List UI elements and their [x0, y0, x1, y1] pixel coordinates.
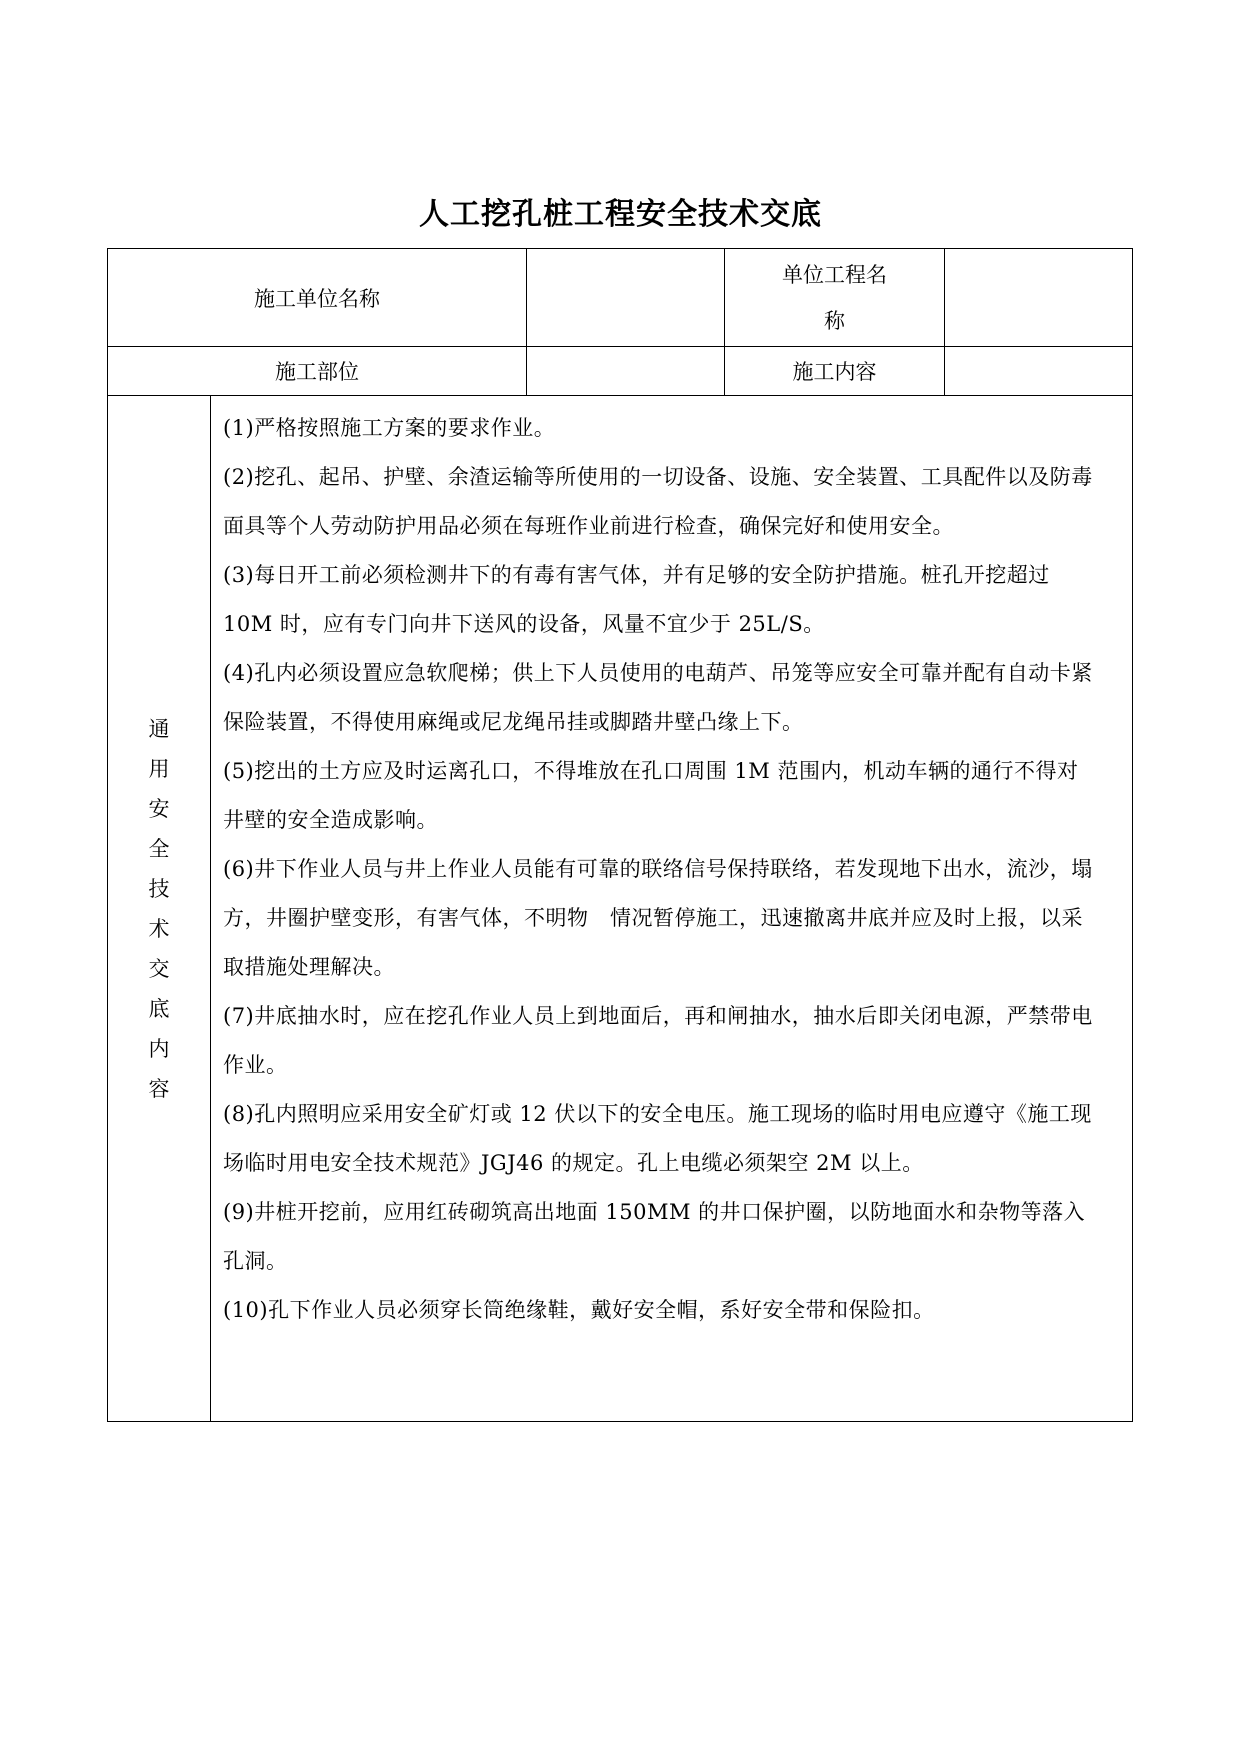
list-item: (2)挖孔、起吊、护壁、余渣运输等所使用的一切设备、设施、安全装置、工具配件以及防毒面具等个人劳动防护用品必须在每班作业前进行检查，确保完好和使用安全。: [223, 465, 1093, 538]
project-name-value[interactable]: [945, 249, 1133, 347]
list-item: (9)井桩开挖前，应用红砖砌筑高出地面 150MM 的井口保护圈，以防地面水和杂物等落入孔洞。: [223, 1200, 1086, 1273]
section-label: [108, 396, 211, 1422]
section-label-char: 容: [148, 1076, 170, 1101]
content-value[interactable]: [945, 347, 1133, 396]
section-label-char: 用: [148, 756, 170, 781]
list-item: (1)严格按照施工方案的要求作业。: [223, 416, 556, 440]
safety-briefing-table: [107, 248, 1133, 1422]
list-item: (4)孔内必须设置应急软爬梯；供上下人员使用的电葫芦、吊笼等应安全可靠并配有自动卡紧保险装置，不得使用麻绳或尼龙绳吊挂或脚踏井壁凸缘上下。: [223, 661, 1093, 734]
list-item: (5)挖出的土方应及时运离孔口，不得堆放在孔口周围 1M 范围内，机动车辆的通行不得对井壁的安全造成影响。: [223, 759, 1079, 832]
list-item: (10)孔下作业人员必须穿长筒绝缘鞋，戴好安全帽，系好安全带和保险扣。: [223, 1298, 935, 1322]
list-item: (8)孔内照明应采用安全矿灯或 12 伏以下的安全电压。施工现场的临时用电应遵守《施工现场临时用电安全技术规范》JGJ46 的规定。孔上电缆必须架空 2M 以上。: [223, 1102, 1092, 1175]
section-label-char: 通: [148, 716, 170, 741]
project-name-label-line1: 单位工程名: [782, 262, 887, 287]
section-label-char: 术: [148, 916, 170, 941]
table-row: [108, 347, 1133, 396]
list-item: (3)每日开工前必须检测井下的有毒有害气体，并有足够的安全防护措施。桩孔开挖超过 10M 时，应有专门向井下送风的设备，风量不宜少于 25L/S。: [223, 563, 1050, 636]
section-label-char: 底: [148, 996, 170, 1021]
location-label: 施工部位: [108, 347, 527, 396]
table-row: [108, 396, 1133, 1422]
document-title: 人工挖孔桩工程安全技术交底: [419, 197, 822, 232]
location-value[interactable]: [527, 347, 725, 396]
section-content: [211, 396, 1133, 1422]
table-row: [108, 249, 1133, 347]
section-label-char: 交: [148, 956, 170, 981]
unit-name-value[interactable]: [527, 249, 725, 347]
section-label-char: 技: [148, 876, 170, 901]
content-label: 施工内容: [725, 347, 945, 396]
section-label-char: 内: [148, 1036, 170, 1061]
list-item: (6)井下作业人员与井上作业人员能有可靠的联络信号保持联络，若发现地下出水，流沙，塌方，井圈护壁变形，有害气体，不明物 情况暂停施工，迅速撤离井底并应及时上报，以采取措施处理解决。: [223, 857, 1093, 979]
section-label-char: 安: [148, 796, 170, 821]
unit-name-label: 施工单位名称: [108, 249, 527, 347]
list-item: (7)井底抽水时，应在挖孔作业人员上到地面后，再和闸抽水，抽水后即关闭电源，严禁带电作业。: [223, 1004, 1093, 1077]
project-name-label-line2: 称: [824, 308, 845, 333]
project-name-label: [725, 249, 945, 347]
section-label-char: 全: [148, 836, 170, 861]
